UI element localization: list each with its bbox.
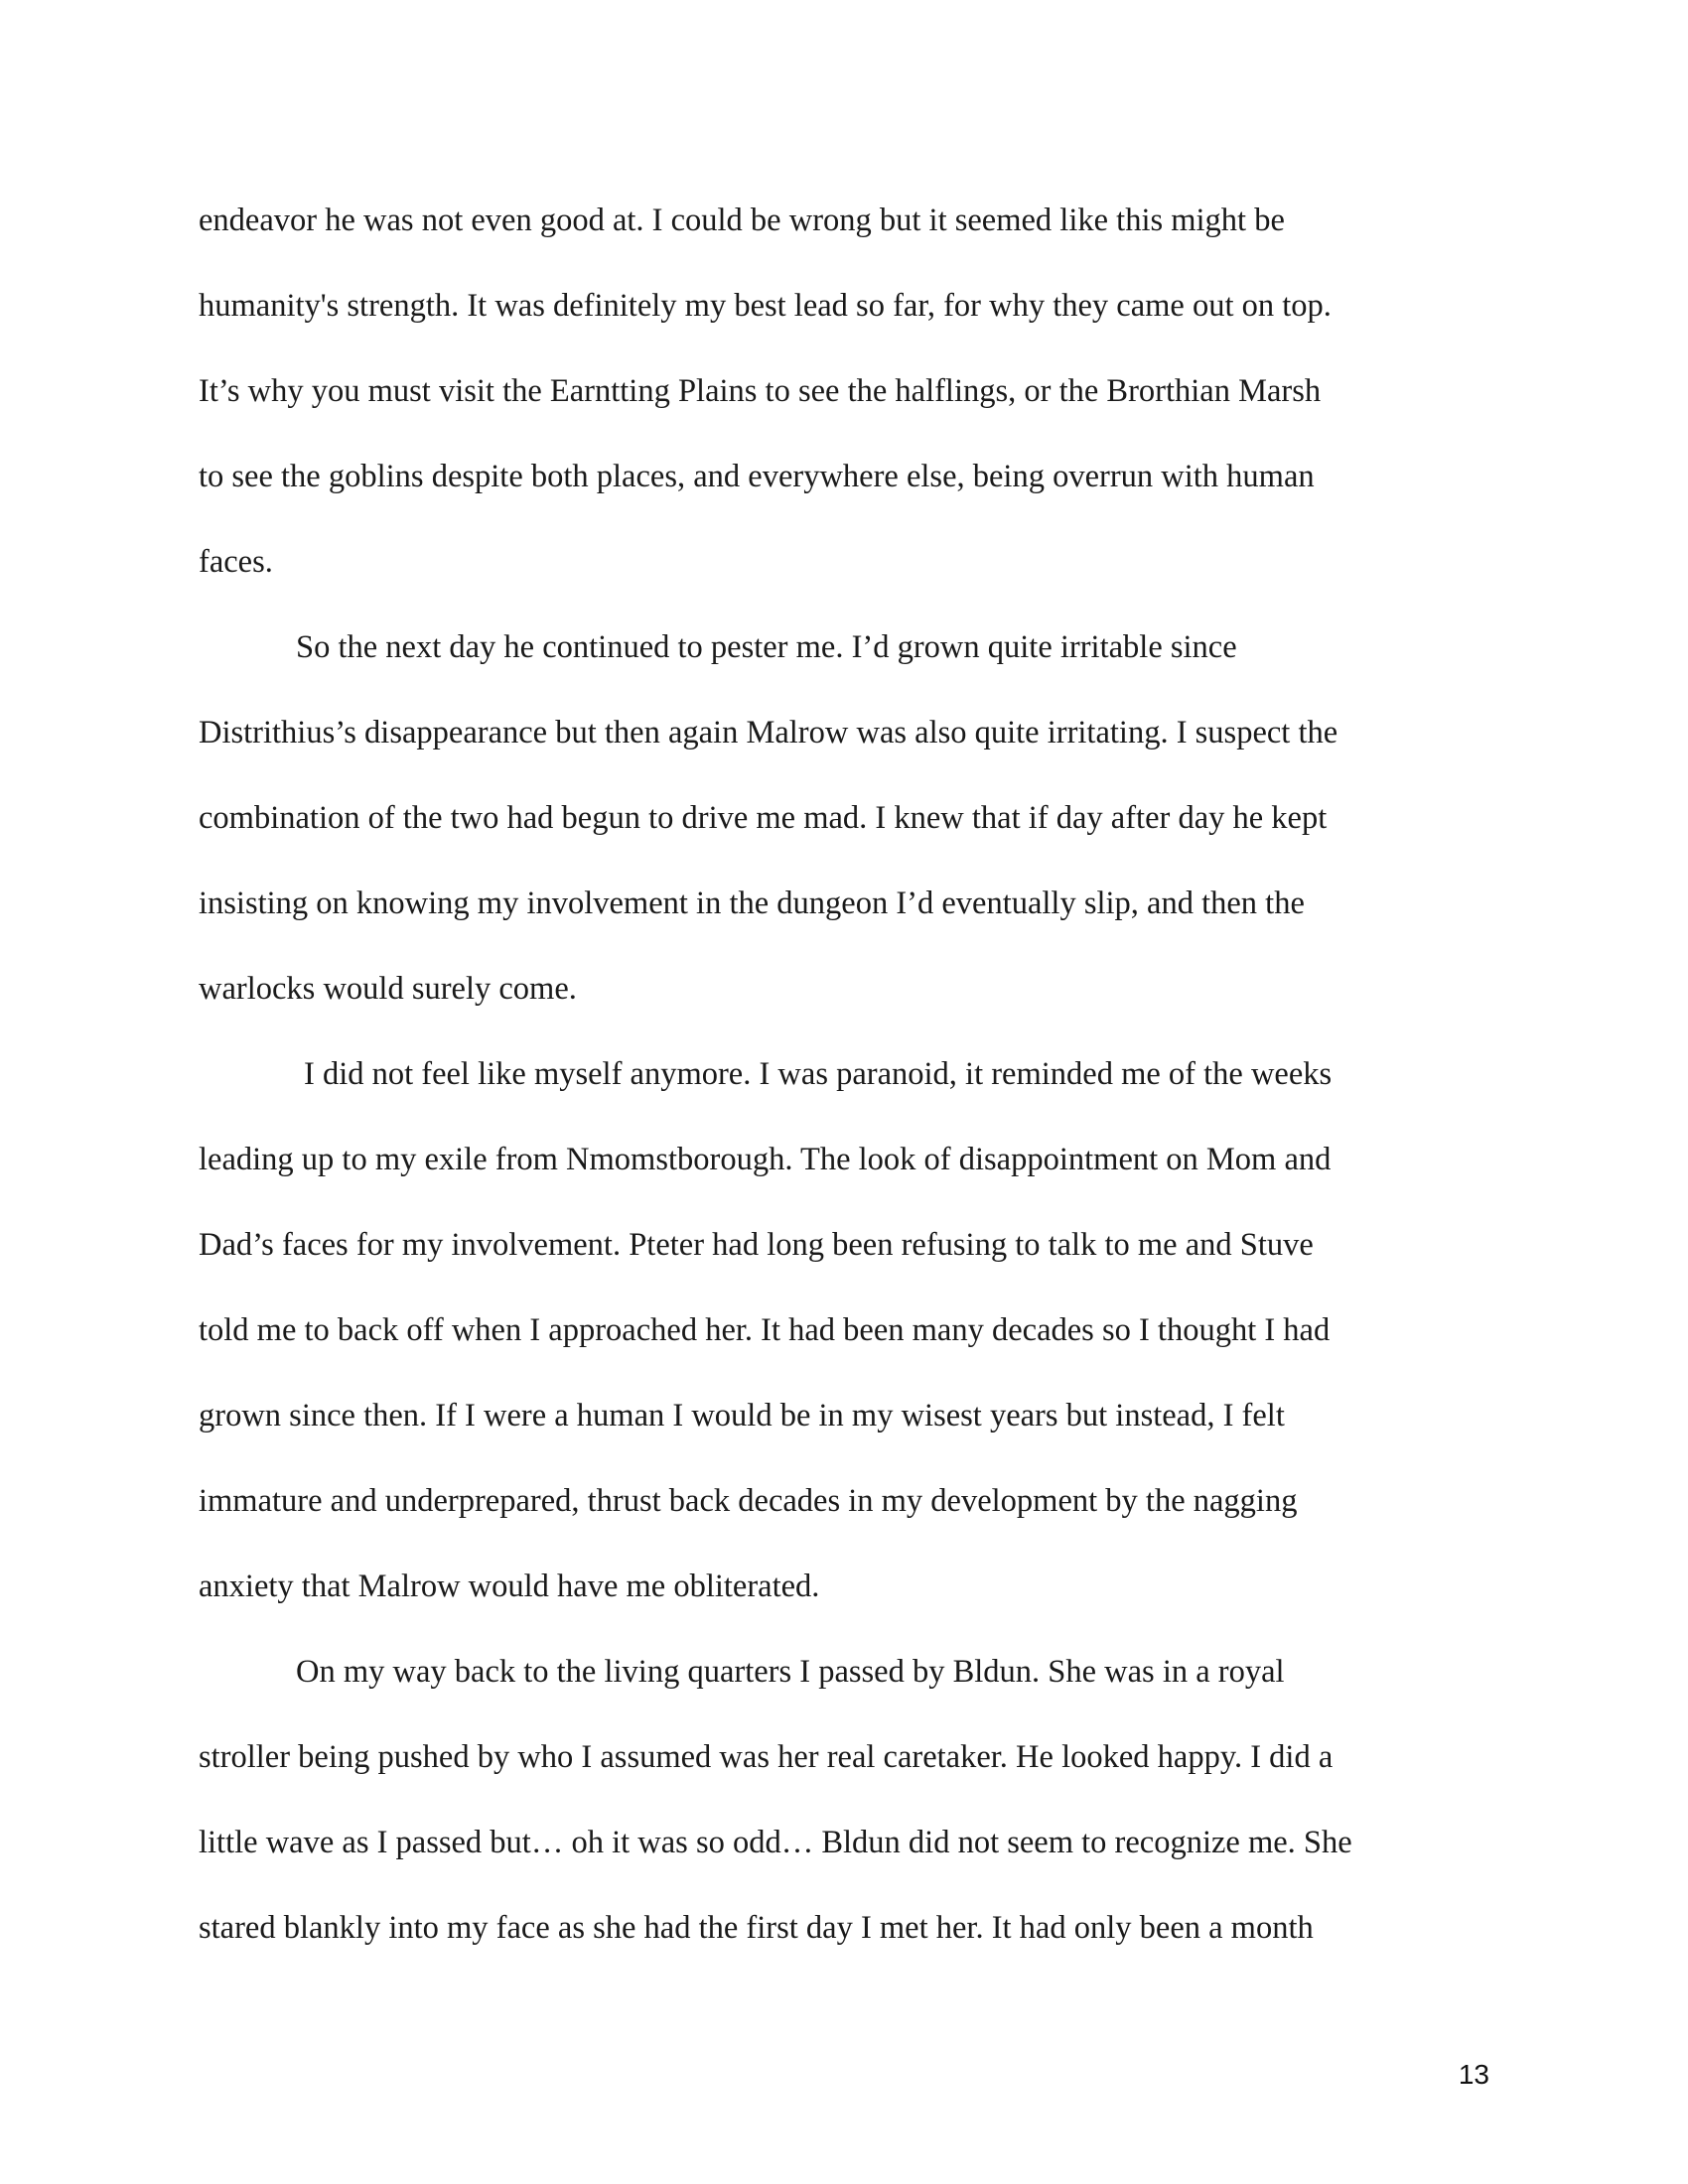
text-line: humanity's strength. It was definitely my best lead so far, for why they came out on top.	[199, 288, 1332, 324]
text-line: to see the goblins despite both places, and everywhere else, being overrun with human	[199, 459, 1315, 494]
text-line: combination of the two had begun to drive me mad. I knew that if day after day he kept	[199, 800, 1328, 836]
text-line: stared blankly into my face as she had the first day I met her. It had only been a month	[199, 1910, 1314, 1946]
page-number: 13	[1458, 2059, 1489, 2090]
text-line: insisting on knowing my involvement in the dungeon I’d eventually slip, and then the	[199, 886, 1305, 921]
text-line: Dad’s faces for my involvement. Pteter had long been refusing to talk to me and Stuve	[199, 1227, 1314, 1263]
text-line: little wave as I passed but… oh it was so odd… Bldun did not seem to recognize me. She	[199, 1825, 1352, 1860]
text-line: It’s why you must visit the Earntting Plains to see the halflings, or the Brorthian Marsh	[199, 373, 1322, 409]
text-line: stroller being pushed by who I assumed was her real caretaker. He looked happy. I did a	[199, 1739, 1334, 1775]
text-line: I did not feel like myself anymore. I was paranoid, it reminded me of the weeks	[304, 1056, 1333, 1092]
text-line: immature and underprepared, thrust back decades in my development by the nagging	[199, 1483, 1298, 1519]
text-line: Distrithius’s disappearance but then again Malrow was also quite irritating. I suspect the	[199, 715, 1338, 751]
text-line: On my way back to the living quarters I passed by Bldun. She was in a royal	[296, 1654, 1285, 1690]
text-line: anxiety that Malrow would have me obliterated.	[199, 1569, 820, 1604]
text-line: told me to back off when I approached her. It had been many decades so I thought I had	[199, 1312, 1331, 1348]
text-line: leading up to my exile from Nmomstborough. The look of disappointment on Mom and	[199, 1142, 1332, 1177]
text-line: So the next day he continued to pester me. I’d grown quite irritable since	[296, 629, 1237, 665]
text-line: warlocks would surely come.	[199, 971, 577, 1007]
text-line: grown since then. If I were a human I would be in my wisest years but instead, I felt	[199, 1398, 1285, 1433]
text-line: faces.	[199, 544, 273, 580]
text-line: endeavor he was not even good at. I could be wrong but it seemed like this might be	[199, 203, 1285, 238]
